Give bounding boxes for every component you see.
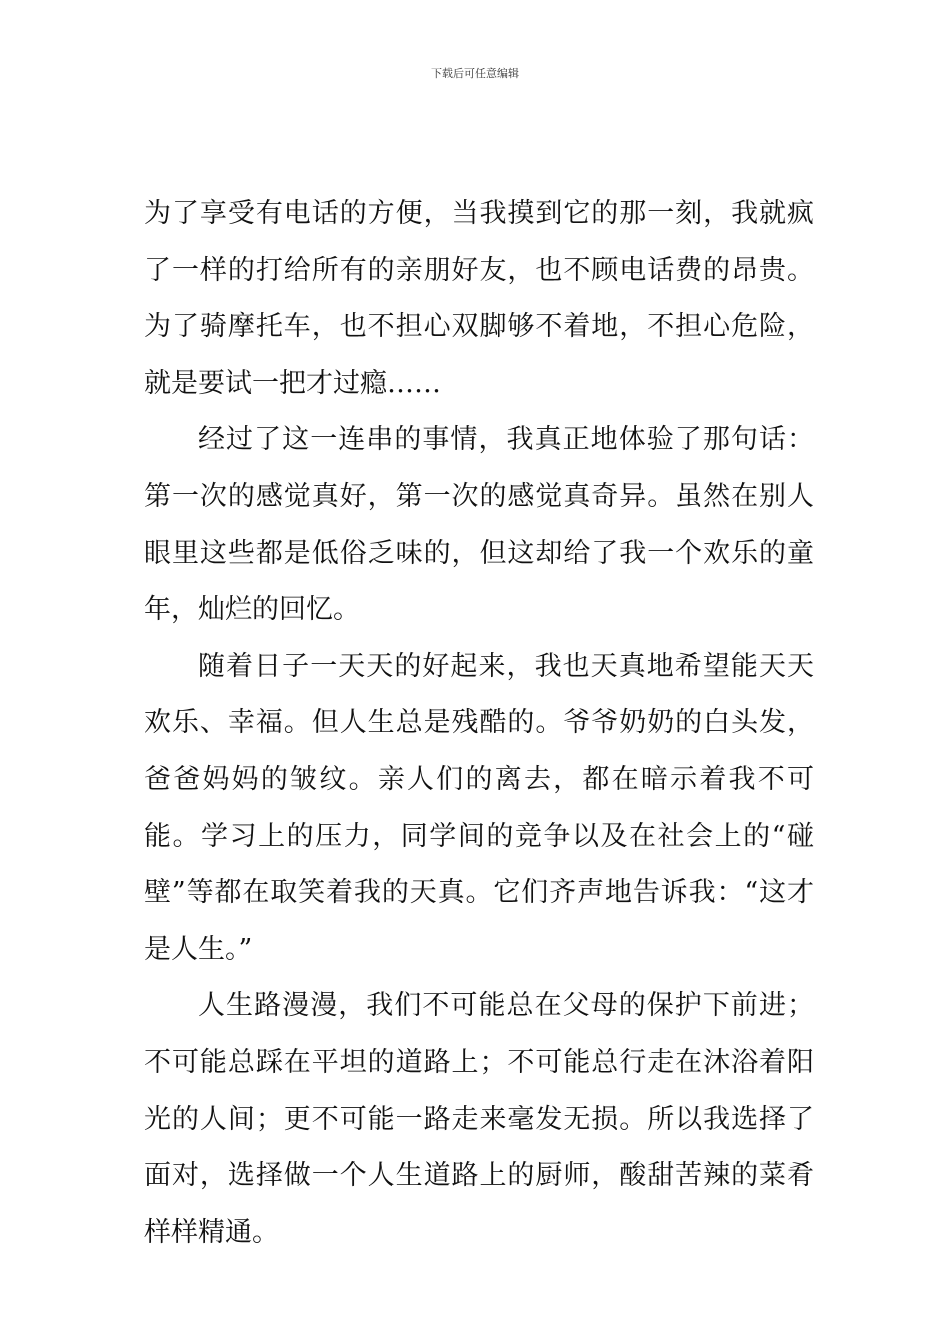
page-header: 下载后可任意编辑 <box>431 67 519 80</box>
paragraph: 经过了这一连串的事情，我真正地体验了那句话：第一次的感觉真好，第一次的感觉真奇异。虽然在别人眼里这些都是低俗乏味的，但这却给了我一个欢乐的童年，灿烂的回忆。 <box>144 424 814 626</box>
paragraph: 人生路漫漫，我们不可能总在父母的保护下前进；不可能总踩在平坦的道路上；不可能总行走在沐浴着阳光的人间；更不可能一路走来毫发无损。所以我选择了面对，选择做一个人生道路上的厨师，酸甜苦辣的菜肴样样精通。 <box>144 990 814 1248</box>
document-body <box>144 186 814 1261</box>
paragraph: 随着日子一天天的好起来，我也天真地希望能天天欢乐、幸福。但人生总是残酷的。爷爷奶奶的白头发，爸爸妈妈的皱纹。亲人们的离去，都在暗示着我不可能。学习上的压力，同学间的竞争以及在社会上的“碰壁”等都在取笑着我的天真。它们齐声地告诉我：“这才是人生。” <box>144 650 814 965</box>
paragraph: 为了享受有电话的方便，当我摸到它的那一刻，我就疯了一样的打给所有的亲朋好友，也不顾电话费的昂贵。为了骑摩托车，也不担心双脚够不着地，不担心危险，就是要试一把才过瘾…… <box>144 198 814 399</box>
